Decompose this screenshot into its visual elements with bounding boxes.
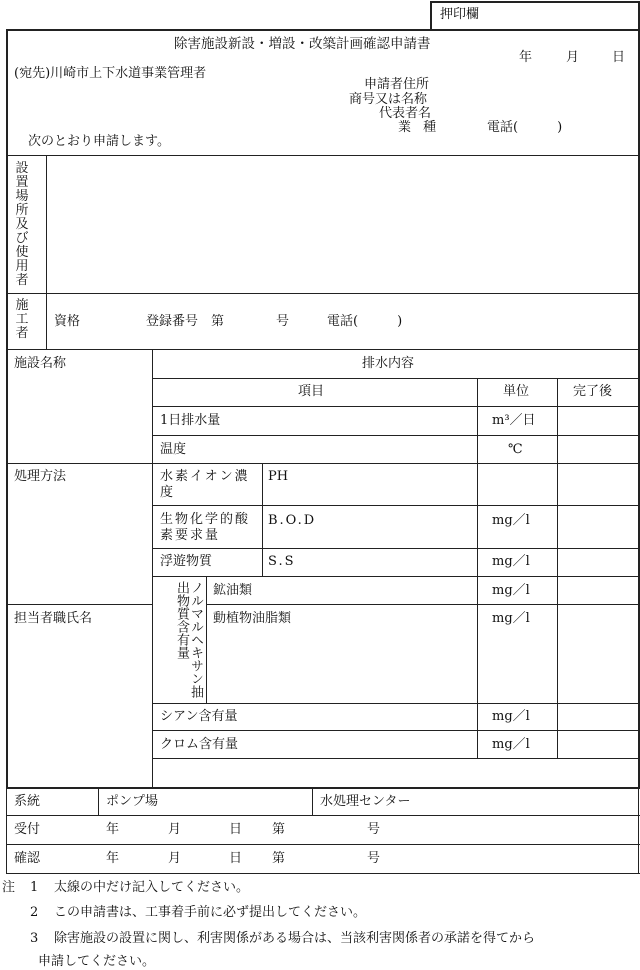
receipt-year: 年: [106, 822, 120, 837]
staff-label: 担当者職氏名: [14, 611, 93, 626]
receipt-no-prefix: 第: [272, 822, 286, 837]
divider-line: [206, 604, 640, 605]
divider-line: [152, 349, 153, 787]
nhexane-group-label: ノルマルヘキサン抽出物質含有量: [174, 581, 203, 698]
form-title: 除害施設新設・増設・改築計画確認申請書: [174, 36, 431, 52]
mineral-oil-label: 鉱油類: [213, 583, 253, 598]
col-after-header: 完了後: [573, 384, 613, 399]
divider-line: [6, 293, 640, 294]
stamp-box-top: [430, 1, 640, 3]
receipt-label: 受付: [14, 822, 41, 837]
divider-line: [152, 505, 640, 506]
date-month: 月: [566, 50, 580, 65]
form-left-border: [6, 29, 8, 787]
ss-code: S.S: [268, 554, 296, 569]
note-3-number: 3: [30, 931, 39, 946]
chromium-label: クロム含有量: [160, 737, 239, 752]
location-label: 設置場所及び使用者: [15, 161, 29, 288]
confirm-year: 年: [106, 851, 120, 866]
application-statement: 次のとおり申請します。: [28, 134, 170, 149]
divider-line: [46, 155, 47, 293]
divider-line: [6, 844, 640, 845]
contractor-qualification-label: 資格: [54, 314, 81, 329]
stamp-box-label: 押印欄: [440, 7, 480, 22]
treatment-center-label: 水処理センター: [320, 794, 411, 809]
ss-unit: mg／l: [492, 554, 530, 569]
confirm-no-suffix: 号: [367, 851, 381, 866]
notes-prefix: 注: [2, 880, 16, 895]
divider-line: [152, 378, 640, 379]
applicant-address-label: 申請者住所: [364, 77, 430, 92]
bod-code: B.O.D: [268, 513, 317, 528]
treatment-method-label: 処理方法: [14, 469, 67, 484]
divider-line: [152, 576, 640, 577]
note-1: 太線の中だけ記入してください。: [54, 880, 250, 895]
contractor-label: 施工者: [15, 298, 29, 341]
receipt-no-suffix: 号: [367, 822, 381, 837]
divider-line: [152, 758, 640, 759]
animal-oil-label: 動植物油脂類: [213, 611, 292, 626]
divider-line: [262, 463, 263, 576]
note-2: この申請書は、工事着手前に必ず提出してください。: [54, 905, 367, 920]
daily-volume-unit: m³／日: [492, 413, 536, 428]
divider-line: [152, 406, 640, 407]
representative-label: 代表者名: [379, 106, 432, 121]
confirm-day: 日: [229, 851, 243, 866]
receipt-month: 月: [168, 822, 182, 837]
note-2-number: 2: [30, 905, 39, 920]
pump-station-label: ポンプ場: [106, 794, 159, 809]
date-day: 日: [612, 50, 626, 65]
form-top-border: [6, 29, 640, 31]
divider-line: [312, 787, 313, 815]
system-label: 系統: [14, 794, 41, 809]
confirm-no-prefix: 第: [272, 851, 286, 866]
addressee: (宛先)川崎市上下水道事業管理者: [14, 66, 207, 81]
confirm-month: 月: [168, 851, 182, 866]
cyanide-unit: mg／l: [492, 709, 530, 724]
daily-volume-label: 1日排水量: [160, 413, 221, 428]
divider-line: [6, 873, 640, 874]
receipt-day: 日: [229, 822, 243, 837]
form-bottom-border: [6, 787, 640, 789]
temperature-unit: ℃: [508, 442, 523, 457]
divider-line: [152, 435, 640, 436]
animal-oil-unit: mg／l: [492, 611, 530, 626]
divider-line: [6, 604, 152, 605]
bod-label: 生物化学的酸素要求量: [160, 512, 251, 543]
applicant-phone-label: 電話( ): [487, 120, 563, 135]
divider-line: [152, 730, 640, 731]
divider-line: [6, 463, 640, 464]
bod-unit: mg／l: [492, 513, 530, 528]
ph-label: 水素イオン濃度: [160, 469, 250, 500]
ph-code: PH: [268, 469, 289, 484]
mineral-oil-unit: mg／l: [492, 583, 530, 598]
contractor-registration-label: 登録番号 第 号: [146, 314, 290, 329]
stamp-box-left: [430, 1, 432, 29]
confirm-label: 確認: [14, 851, 41, 866]
divider-line: [638, 787, 639, 874]
industry-label: 業 種: [398, 120, 437, 135]
discharge-title: 排水内容: [362, 356, 415, 371]
date-year: 年: [519, 50, 533, 65]
facility-name-label: 施設名称: [14, 356, 67, 371]
col-unit-header: 単位: [503, 384, 530, 399]
divider-line: [206, 576, 207, 703]
divider-line: [98, 787, 99, 815]
applicant-name-label: 商号又は名称: [349, 92, 428, 107]
note-3-line2: 申請してください。: [38, 954, 156, 969]
divider-line: [46, 293, 47, 349]
note-3-line1: 除害施設の設置に関し、利害関係がある場合は、当該利害関係者の承諾を得てから: [54, 931, 536, 946]
divider-line: [6, 787, 7, 874]
temperature-label: 温度: [160, 442, 187, 457]
divider-line: [152, 548, 640, 549]
note-1-number: 1: [30, 880, 39, 895]
divider-line: [6, 815, 640, 816]
divider-line: [6, 155, 640, 156]
col-item-header: 項目: [298, 384, 325, 399]
contractor-phone-label: 電話( ): [327, 314, 403, 329]
divider-line: [152, 703, 640, 704]
cyanide-label: シアン含有量: [160, 709, 238, 724]
ss-label: 浮遊物質: [160, 554, 213, 569]
chromium-unit: mg／l: [492, 737, 530, 752]
divider-line: [6, 349, 640, 350]
